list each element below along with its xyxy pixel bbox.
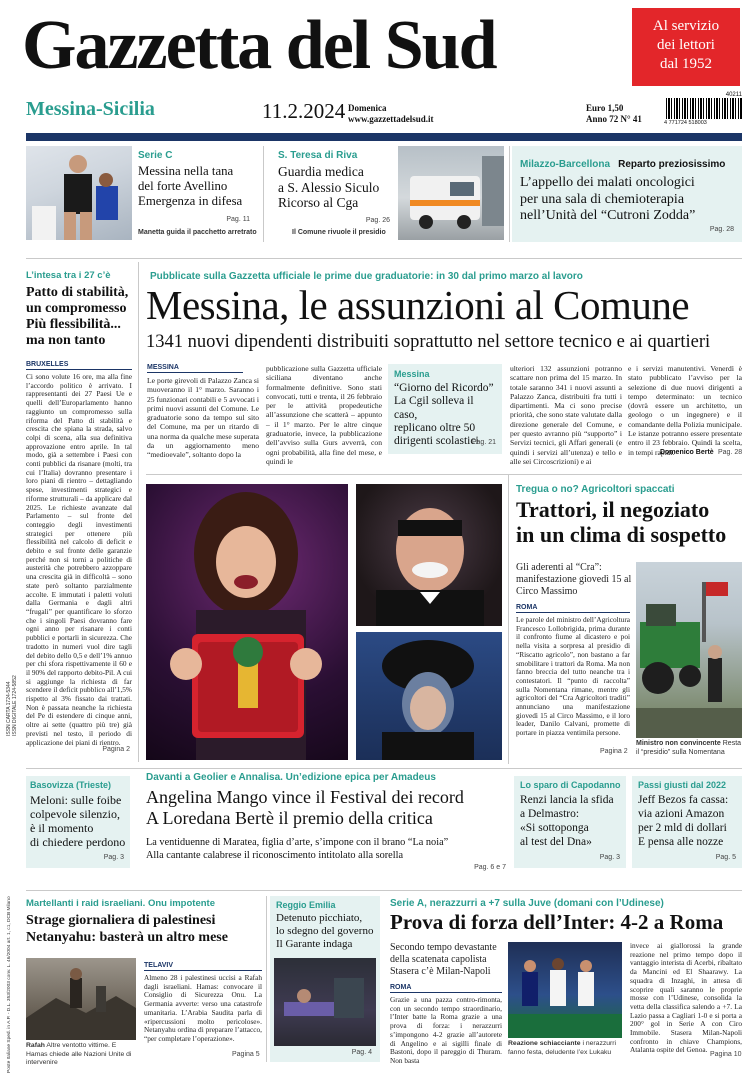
price: Euro 1,50: [586, 103, 624, 113]
rafah-kicker: Martellanti i raid israeliani. Onu impotente: [26, 898, 215, 909]
top-story-kicker: Milazzo-Barcellona: [520, 159, 611, 170]
foibe-kicker: Basovizza (Trieste): [30, 780, 112, 790]
bezos-kicker: Passi giusti dal 2022: [638, 780, 727, 790]
edition-label: Messina-Sicilia: [26, 98, 155, 120]
reggio-kicker: Reggio Emilia: [276, 900, 336, 910]
main-kicker: Pubblicate sulla Gazzetta ufficiale le prime due graduatorie: in 30 dal primo marzo al lavoro: [150, 271, 583, 282]
page-ref: Pag. 4: [351, 1049, 372, 1056]
tractors-caption: Ministro non convincente Resta il “presidio” sulla Nomentana: [636, 740, 742, 756]
page-ref: Pag. 11: [226, 216, 250, 223]
trattori-kicker: Tregua o no? Agricoltori spaccati: [516, 484, 675, 495]
rafah-caption: Rafah Altre ventotto vittime. E Hamas chiede alle Nazioni Unite di intervenire: [26, 1042, 132, 1066]
top-story-kicker: Serie C: [138, 150, 173, 161]
page-ref: Pagina 10: [710, 1051, 742, 1058]
page-ref: Pag. 6 e 7: [474, 864, 506, 871]
cgil-headline: “Giorno del Ricordo” La Cgil solleva il caso, replicano oltre 50 dirigenti scolastici: [394, 382, 494, 448]
ambulance-photo: [398, 146, 504, 240]
reggio-box: [270, 896, 380, 1062]
top-story-headline: Messina nella tana del forte Avellino Emergenza in difesa: [138, 164, 243, 208]
promo-box: [632, 8, 740, 86]
sanremo-headline: Angelina Mango vince il Festival dei record A Loredana Bertè il premio della critica: [146, 787, 464, 828]
inter-photo: [508, 942, 622, 1038]
top-story-kicker-2: Reparto preziosissimo: [618, 159, 726, 170]
page-ref: Pagina 5: [232, 1051, 260, 1058]
page-ref: Pag. 28: [718, 449, 743, 456]
promo-line-1: Al servizio: [652, 18, 720, 34]
top-story-kicker: S. Teresa di Riva: [278, 150, 358, 161]
page-ref: Pagina 2: [102, 746, 130, 753]
top-story-guardia: [278, 150, 398, 242]
rafah-photo: [26, 958, 136, 1040]
page-ref: Pag. 3: [103, 854, 124, 861]
inter-col-2: invece ai giallorossi la grande reazione nel primo tempo dopo il vantaggio interista di Acerbi, ribaltato da Mancini ed El Shaarawy. La squadra di Inzaghi, in attesa di scoprire quali saranno le proprie mosse con l’Udinese, consolida la vetta della classifica salendo a +7. La Lazio passa a Cagliari 1-0 e si porta a 200° gol in Serie A con Ciro Immobile. Stasera Milan-Napoli confronto in chiave Champions, Atalanta ospite del Genoa.: [630, 941, 742, 1055]
year-number: Anno 72 N° 41: [586, 114, 642, 124]
main-col-4: e i servizi manutentivi. Venerdì è stato pubblicato l’avviso per la selezione di due nuovi dirigenti a tempo determinato: un tecnico (dovrà essere un architetto, un geologo o un ingegnere) e il comandante della Polizia municipale. Le istanze potranno essere presentate entro il 23 febbraio. Quindi la scelta, in tempi rapidi.: [628, 364, 742, 457]
football-photo: [26, 146, 132, 240]
website: www.gazzettadelsud.it: [348, 114, 434, 124]
main-dateline: MESSINA: [147, 364, 243, 373]
sanremo-story: [146, 772, 508, 872]
foibe-box: [26, 776, 130, 868]
angelina-mango-art: [146, 484, 348, 760]
masthead-band: [26, 133, 742, 141]
capodanno-headline: Renzi lancia la sfida a Delmastro: «Si sottoponga al test del Dna»: [520, 794, 614, 848]
issn-line: ISSN CARTA 1724-5344 ISSN DIGITALE 1724-5852: [6, 675, 18, 736]
bezos-headline: Jeff Bezos fa cassa: via azioni Amazon per 2 mld di dollari E pensa alle nozze: [638, 794, 729, 848]
page-ref: Pag. 21: [471, 439, 496, 446]
capodanno-box: [514, 776, 626, 868]
inter-lead: Secondo tempo devastante della scatenata capolista Stasera c’è Milan-Napoli: [390, 942, 497, 977]
barcode: [660, 93, 742, 127]
ambulance-photo-art: [398, 146, 504, 240]
loredana-berte-photo: [356, 632, 502, 760]
postal-line: Poste Italiane Sped. in A.P. - D.L. 353/2003 conv. L. 46/2004 art. 1, c1, DCB Milano: [7, 896, 12, 1073]
top-story-headline: Guardia medica a S. Alessio Siculo Ricorso al Cga: [278, 164, 380, 210]
photo-caption: Manetta guida il pacchetto arretrato: [138, 229, 257, 236]
prison-photo: [274, 958, 376, 1046]
top-story-seriec: [138, 150, 256, 242]
prison-art: [274, 958, 376, 1046]
angelina-mango-photo: [146, 484, 348, 760]
tractors-photo: [636, 562, 742, 738]
promo-line-3: dal 1952: [659, 56, 713, 72]
patto-body: Ci sono volute 16 ore, ma alla fine l’accordo politico è arrivato. I rappresentanti dei 27 Paesi Ue e quelli dell’Europarlamento hanno raggiunto un compromesso sulla riforma del Patto di stabilità e crescita che spiana la strada, salvo colpi di scena, alla sua definitiva approvazione entro aprile. In tal modo, già a settembre i Paesi con conti pubblici da risanare (molti, tra cui l’Italia) dovranno presentare i loro piani di rientro – dettagliando spese, investimenti strategici e riforme strutturali – da applicare dal 2025. Le richieste avanzate dal Parlamento – sul fronte del conteggio degli investimenti strategici per ottenere più flessibilità nel calcolo di deficit e debito e sul fronte delle garanzie perché non si torni a politiche di austerità che potrebbero azzoppare una crescita già in difficoltà – sono state però soltanto parzialmente accolte. E immutati i paletti voluti dalla Germania e dagli altri “frugali” per quantificare lo sforzo che i singoli Paesi dovranno fare ogni anno per risanare i conti pubblici e portarli in sicurezza. Che tradotto in numeri vuol dire tagli del debito dello 0,5 e dell’1% annuo per chi sfora rispettivamente il 60 e il 90% del rapporto debito-Pil. A cui si aggiunge la richiesta di far scendere il deficit pubblico all’1,5% rispetto al 3% fissato dai trattati. Non è passata neanche la richiesta del Pe di estendere di cinque anni, oltre ai sette (quattro più tre) già previsti nel testo, il periodo di applicazione dei piani di rientro.: [26, 372, 132, 747]
top-story-oncologia: [512, 146, 742, 242]
amadeus-art: [356, 484, 502, 626]
page-ref: Pag. 5: [715, 854, 736, 861]
inter-headline: Prova di forza dell’Inter: 4-2 a Roma: [390, 910, 724, 934]
page-ref: Pagina 2: [600, 748, 628, 755]
main-subhead: 1341 nuovi dipendenti distribuiti soprattutto nel settore tecnico e ai quartieri: [146, 332, 711, 352]
rafah-dateline: TELAVIV: [144, 962, 262, 971]
weekday: Domenica: [348, 103, 387, 113]
inter-kicker: Serie A, nerazzurri a +7 sulla Juve (domani con l’Udinese): [390, 898, 664, 909]
inter-dateline: ROMA: [390, 984, 502, 993]
rafah-body: Almeno 28 i palestinesi uccisi a Rafah dagli israeliani. Hamas: convocare il Consiglio di Sicurezza Onu. La Germania avverte: verso una catastrofe umanitaria. L’Arabia Saudita parla di «ripercussioni molto pericolose». Netanyahu ordina di preparare l’attacco, “per completare l’operazione».: [144, 973, 262, 1043]
sanremo-kicker: Davanti a Geolier e Annalisa. Un’edizione epica per Amadeus: [146, 772, 436, 783]
main-author: Domenico Bertè: [660, 449, 714, 456]
reggio-headline: Detenuto picchiato, lo sdegno del governo Il Garante indaga: [276, 912, 374, 950]
patto-kicker: L’intesa tra i 27 c’è: [26, 270, 111, 281]
photo-caption: Il Comune rivuole il presidio: [292, 229, 386, 236]
cgil-kicker: Messina: [394, 369, 430, 379]
tractors-art: [636, 562, 742, 738]
football-photo-art: [26, 146, 132, 240]
trattori-body: Le parole del ministro dell’Agricoltura Francesco Lollobrigida, prima durante il confronto fiume al dicastero e poi nella visita a sorpresa al presidio di “Riscatto agricolo”, non bastano a far smobilitare i trattori da Roma. Ma non fanno breccia del tutto neanche tra i contestatori. Il “punto di raccolta” sulla Nomentana rimane, mentre gli agricoltori del “Cra Agricoltori traditi” annunciano una manifestazione giovedì 15 al Circo Massimo, e il loro leader, Danilo Calvani, promette di portare in piazza ventimila persone.: [516, 615, 630, 738]
main-col-2: pubblicazione sulla Gazzetta ufficiale siciliana diventano anche formalmente definitive. Sono stati convocati, tutti e trenta, il 26 febbraio per le attività propedeutiche all’assunzione che scatterà – appunto – il 1° marzo. Per le altre cinque graduatorie, invece, la pubblicazione dell’avviso sulla Gurs avverrà, con ogni probabilità, alla fine del mese, e quindi le: [266, 364, 382, 466]
trattori-dateline: ROMA: [516, 604, 630, 613]
capodanno-kicker: Lo sparo di Capodanno: [520, 780, 621, 790]
loredana-berte-art: [356, 632, 502, 760]
trattori-lead: Gli aderenti al “Cra”: manifestazione giovedì 15 al Circo Massimo: [516, 562, 632, 597]
patto-headline: Patto di stabilità, un compromesso Più flessibilità... ma non tanto: [26, 285, 129, 348]
masthead-title: Gazzetta del Sud: [22, 7, 496, 84]
rafah-headline: Strage giornaliera di palestinesi Netanyahu: basterà un altro mese: [26, 913, 228, 945]
barcode-bars: [666, 98, 742, 119]
inter-art: [508, 942, 622, 1038]
inter-col-1: Grazie a una pazza contro-rimonta, con un secondo tempo straordinario, l’Inter batte la Roma grazie a una prova di forza: i nerazzurri s’impongono 4-2 grazie all’autorete di Angelino e ai sigilli finale di Bastoni, dopo il pareggio di Thuram. Non basta: [390, 995, 502, 1065]
inter-caption: Reazione schiacciante i nerazzurri fanno festa, deludente l’ex Lukaku: [508, 1040, 617, 1056]
main-headline: Messina, le assunzioni al Comune: [146, 282, 690, 328]
patto-dateline: BRUXELLES: [26, 361, 132, 370]
rafah-art: [26, 958, 136, 1040]
sanremo-lead: La ventiduenne di Maratea, figlia d’arte, s’impone con il brano “La noia” Alla cantante calabrese il riconoscimento intitolato alla sorella: [146, 837, 449, 861]
amadeus-photo: [356, 484, 502, 626]
bezos-box: [632, 776, 742, 868]
top-story-headline: L’appello dei malati oncologici per una sala di chemioterapia nell’Unità del “Cutroni Zodda”: [520, 175, 696, 223]
patto-story: [26, 270, 132, 760]
page-ref: Pag. 28: [709, 226, 734, 233]
page-ref: Pag. 26: [365, 217, 390, 224]
cgil-box: [388, 364, 502, 454]
foibe-headline: Meloni: sulle foibe colpevole silenzio, è il momento di chiedere perdono: [30, 793, 126, 849]
page-ref: Pag. 3: [599, 854, 620, 861]
main-col-3: ulteriori 132 assunzioni potranno scattare non prima del 15 marzo. In totale saranno 341 i nuovi assunti a Palazzo Zanca, distribuiti fra tutti i dipartimenti. Ma ci sono precise priorità, che sono state valutate dalla direzione generale del Comune, e per questo avranno più “supporto” i Servizi tecnici, gli Affari generali (e quindi i servizi all’utenza) e tello e alle sei Circoscrizioni) e ai: [510, 364, 622, 466]
trattori-headline: Trattori, il negoziato in un clima di sospetto: [516, 497, 727, 547]
issue-date: 11.2.2024: [262, 99, 346, 123]
barcode-issue: 40211: [725, 92, 742, 98]
promo-line-2: dei lettori: [657, 37, 715, 53]
main-col-1: Le porte girevoli di Palazzo Zanca si muoveranno il 1° marzo. Saranno i 25 funzionari contabili e 5 avvocati i primi nuovi assunti del Comune. Le graduatorie sono da tempo sul sito del Comune, ma per un ritardo di una norma da qualche mese superata da un aggiornamento meno “medioevale”, soltanto dopo la: [147, 376, 259, 460]
barcode-number: 4 771724 518003: [664, 120, 707, 126]
